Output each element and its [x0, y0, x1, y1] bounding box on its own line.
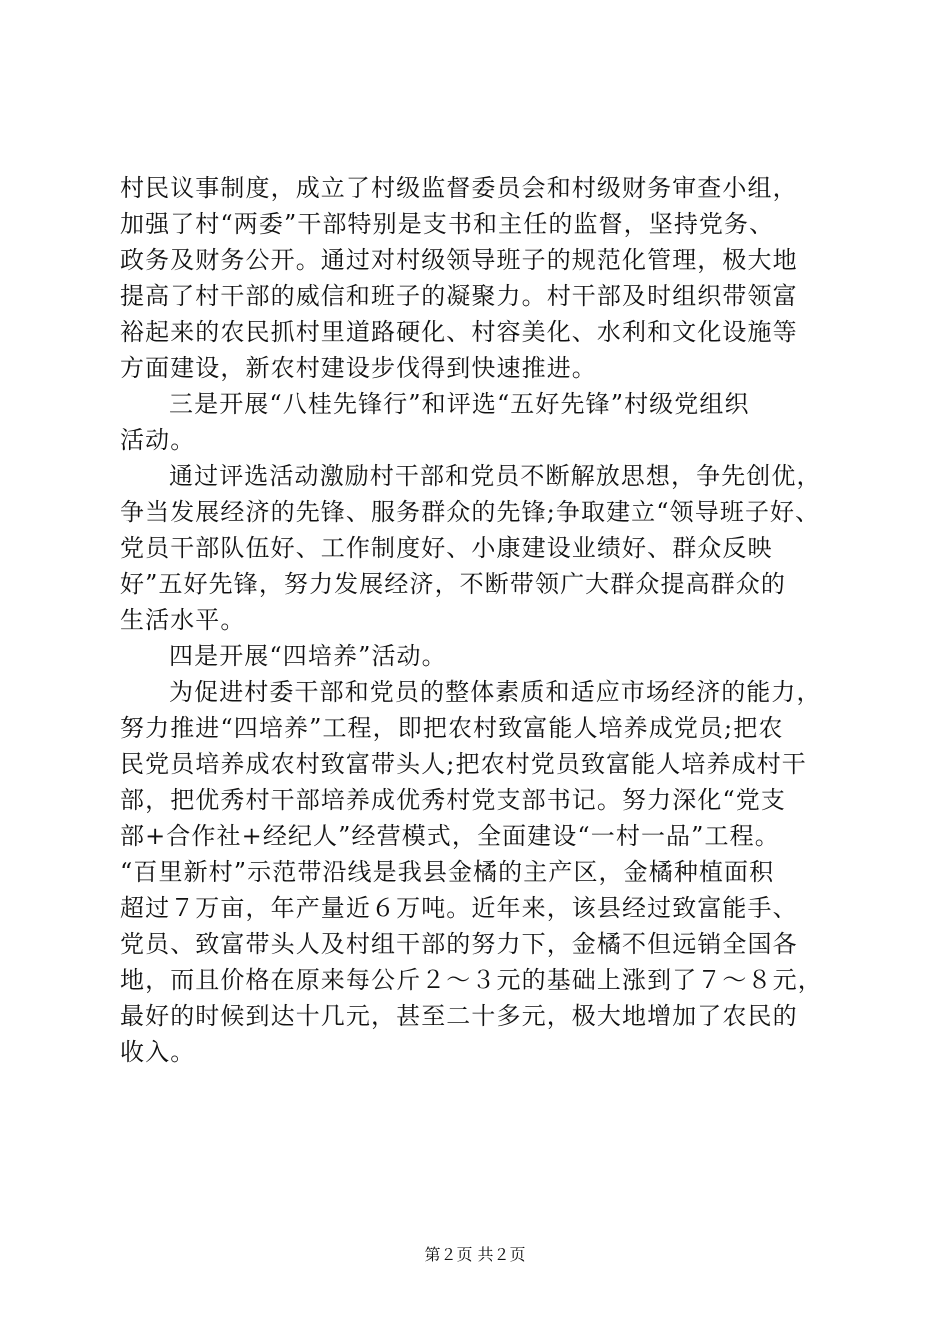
text-line: 党员、致富带头人及村组干部的努力下，金橘不但远销全国各 [120, 930, 798, 958]
page-number-label: 第２页 共２页 [424, 1245, 526, 1264]
text-line: 争当发展经济的先锋、服务群众的先锋;争取建立“领导班子好、 [120, 498, 821, 526]
text-line: 努力推进“四培养”工程，即把农村致富能人培养成党员;把农 [120, 714, 784, 742]
text-line: 民党员培养成农村致富带头人;把农村党员致富能人培养成村干 [120, 750, 807, 778]
text-line: 村民议事制度，成立了村级监督委员会和村级财务审查小组， [120, 174, 798, 202]
text-line: 提高了村干部的威信和班子的凝聚力。村干部及时组织带领富 [120, 282, 798, 310]
document-body [120, 170, 830, 1070]
section-heading-3: 三是开展“八桂先锋行”和评选“五好先锋”村级党组织 [169, 390, 750, 418]
text-line: 好”五好先锋，努力发展经济，不断带领广大群众提高群众的 [120, 570, 786, 598]
text-line: 最好的时候到达十几元，甚至二十多元，极大地增加了农民的 [120, 1002, 798, 1030]
text-line: 裕起来的农民抓村里道路硬化、村容美化、水利和文化设施等 [120, 318, 798, 346]
section-heading-4: 四是开展“四培养”活动。 [169, 642, 447, 670]
text-line: 部+合作社+经纪人”经营模式，全面建设“一村一品”工程。 [120, 822, 780, 850]
text-line: 超过７万亩，年产量近６万吨。近年来，该县经过致富能手、 [120, 894, 798, 922]
paragraph-start: 为促进村委干部和党员的整体素质和适应市场经济的能力， [169, 678, 822, 706]
text-line: 政务及财务公开。通过对村级领导班子的规范化管理，极大地 [120, 246, 798, 274]
text-line: 生活水平。 [120, 606, 246, 634]
page-footer [0, 1244, 950, 1266]
text-line: 部，把优秀村干部培养成优秀村党支部书记。努力深化“党支 [120, 786, 786, 814]
text-line: 加强了村“两委”干部特别是支书和主任的监督，坚持党务、 [120, 210, 775, 238]
text-line: “百里新村”示范带沿线是我县金橘的主产区，金橘种植面积 [120, 858, 775, 886]
text-line: 地，而且价格在原来每公斤２～３元的基础上涨到了７～８元， [120, 966, 823, 994]
text-line: 活动。 [120, 426, 196, 454]
paragraph-start: 通过评选活动激励村干部和党员不断解放思想，争先创优， [169, 462, 822, 490]
text-line: 收入。 [120, 1038, 196, 1066]
text-line: 方面建设，新农村建设步伐得到快速推进。 [120, 354, 597, 382]
text-line: 党员干部队伍好、工作制度好、小康建设业绩好、群众反映 [120, 534, 773, 562]
